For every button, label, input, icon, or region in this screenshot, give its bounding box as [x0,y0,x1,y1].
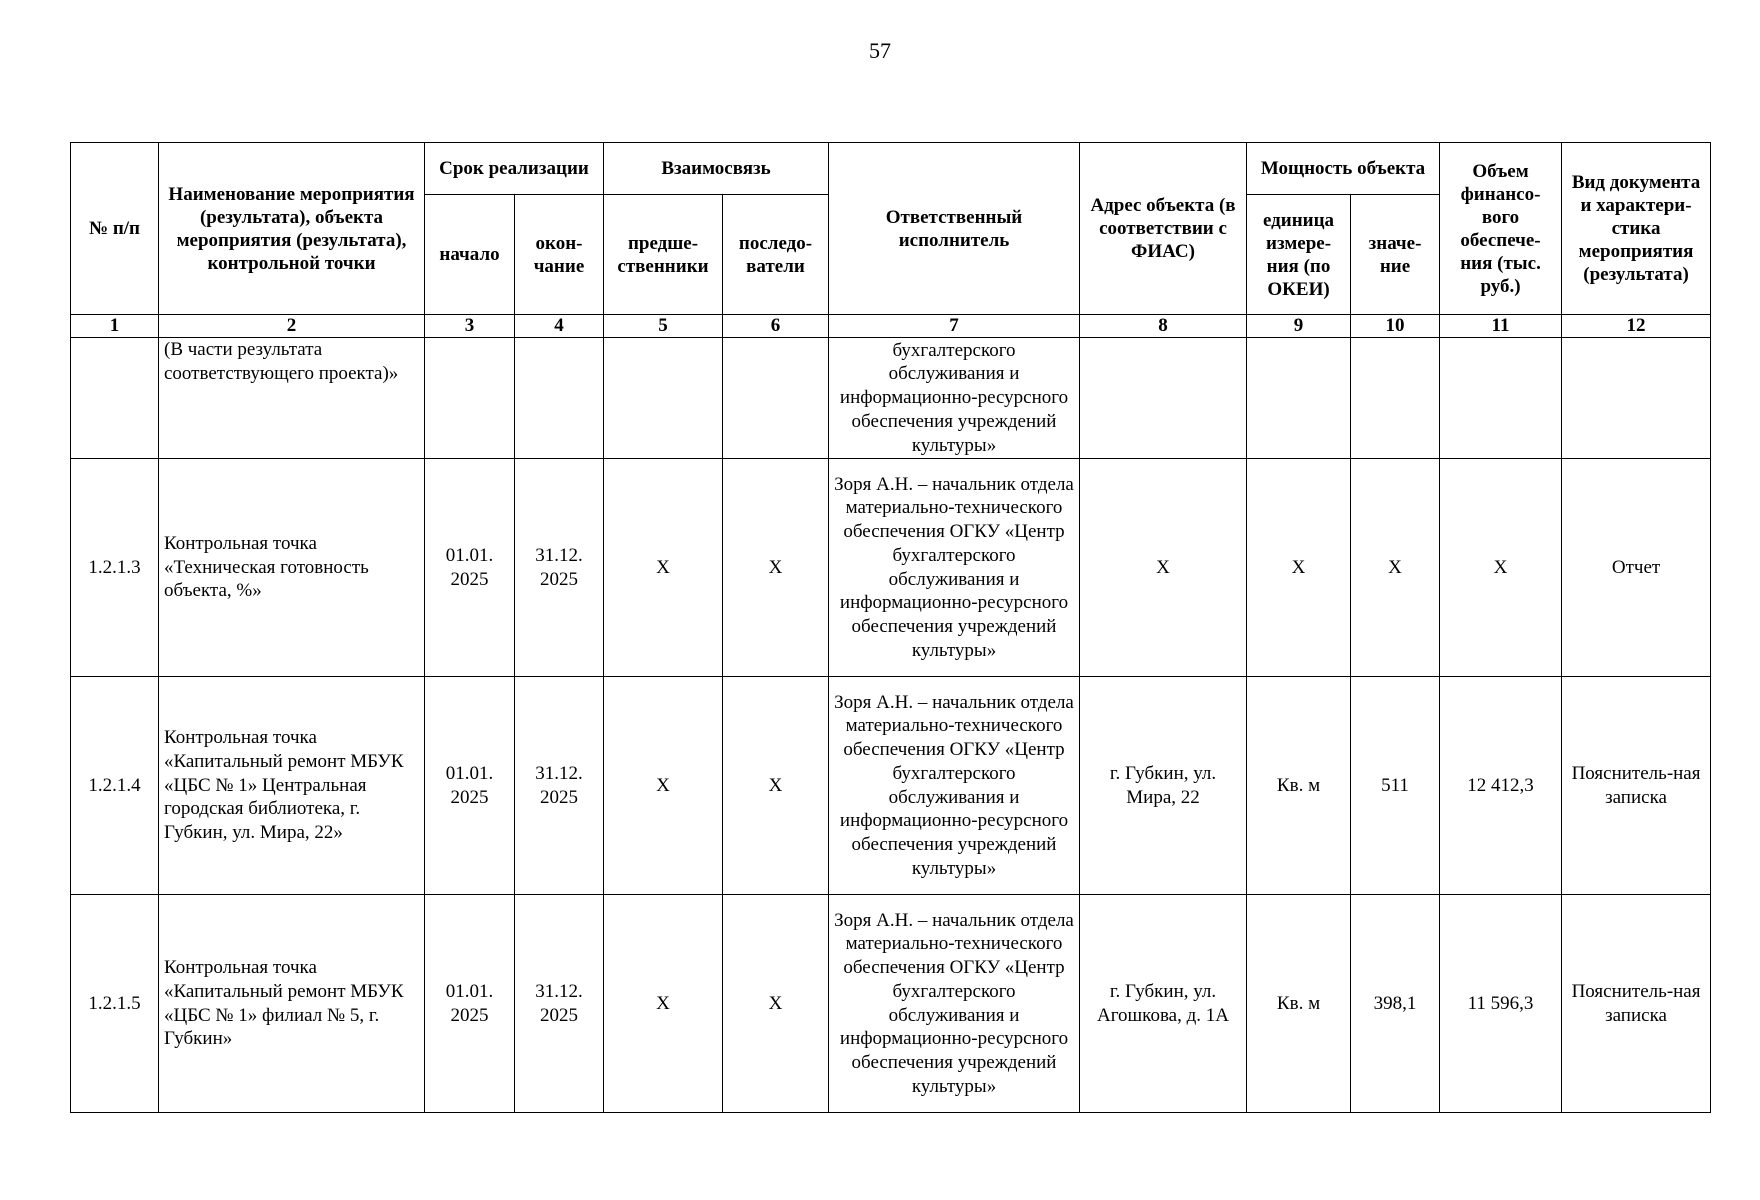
row-unit: Кв. м [1247,677,1351,895]
column-number-row [71,315,1711,338]
header-relation: Взаимосвязь [604,143,829,195]
column-number: 4 [515,315,604,338]
row-num: 1.2.1.4 [71,677,159,895]
row-finance: X [1440,459,1562,677]
row-num: 1.2.1.5 [71,895,159,1113]
row-executor: Зоря А.Н. – начальник отдела материально-технического обеспечения ОГКУ «Центр бухгалтерского обслуживания и информационно-ресурсного обеспечения учреждений культуры» [829,677,1080,895]
row-num: 1.2.1.3 [71,459,159,677]
row-name: Контрольная точка «Капитальный ремонт МБУК «ЦБС № 1» филиал № 5, г. Губкин» [159,895,425,1113]
row-start: 01.01. 2025 [425,895,515,1113]
table-row [71,677,1711,895]
row-next: X [723,895,829,1113]
header-finance: Объем финансо-вого обеспече-ния (тыс. руб.) [1440,143,1562,315]
column-number: 10 [1351,315,1440,338]
row-unit: X [1247,459,1351,677]
row-value: 511 [1351,677,1440,895]
header-row-1 [71,143,1711,195]
row-unit: Кв. м [1247,895,1351,1113]
row-doc: Отчет [1562,459,1711,677]
header-doc-type: Вид документа и характери-стика мероприятия (результата) [1562,143,1711,315]
header-capacity-unit: единица измере-ния (по ОКЕИ) [1247,195,1351,315]
table-row [71,338,1711,459]
header-address: Адрес объекта (в соответствии с ФИАС) [1080,143,1247,315]
row-executor: Зоря А.Н. – начальник отдела материально-технического обеспечения ОГКУ «Центр бухгалтерского обслуживания и информационно-ресурсного обеспечения учреждений культуры» [829,459,1080,677]
header-relation-prev: предше-ственники [604,195,723,315]
row-end: 31.12. 2025 [515,677,604,895]
row-executor: бухгалтерского обслуживания и информационно-ресурсного обеспечения учреждений культуры» [829,338,1080,459]
row-name: Контрольная точка «Техническая готовность объекта, %» [159,459,425,677]
row-start [425,338,515,459]
column-number: 1 [71,315,159,338]
row-doc: Пояснитель-ная записка [1562,677,1711,895]
row-end: 31.12. 2025 [515,895,604,1113]
row-start: 01.01. 2025 [425,459,515,677]
row-value: X [1351,459,1440,677]
row-doc: Пояснитель-ная записка [1562,895,1711,1113]
header-term: Срок реализации [425,143,604,195]
column-number: 5 [604,315,723,338]
column-number: 9 [1247,315,1351,338]
header-capacity: Мощность объекта [1247,143,1440,195]
row-doc [1562,338,1711,459]
header-num: № п/п [71,143,159,315]
plan-table [70,142,1711,1113]
row-unit [1247,338,1351,459]
row-name: (В части результата соответствующего проекта)» [159,338,425,459]
column-number: 2 [159,315,425,338]
row-start: 01.01. 2025 [425,677,515,895]
page-number: 57 [869,38,891,63]
row-num [71,338,159,459]
row-prev: X [604,677,723,895]
row-finance: 12 412,3 [1440,677,1562,895]
row-next [723,338,829,459]
column-number: 6 [723,315,829,338]
row-executor: Зоря А.Н. – начальник отдела материально-технического обеспечения ОГКУ «Центр бухгалтерского обслуживания и информационно-ресурсного обеспечения учреждений культуры» [829,895,1080,1113]
row-finance [1440,338,1562,459]
row-address: X [1080,459,1247,677]
column-number: 11 [1440,315,1562,338]
row-end [515,338,604,459]
row-value [1351,338,1440,459]
table-row [71,459,1711,677]
row-end: 31.12. 2025 [515,459,604,677]
row-prev: X [604,459,723,677]
column-number: 3 [425,315,515,338]
header-term-start: начало [425,195,515,315]
row-address [1080,338,1247,459]
row-value: 398,1 [1351,895,1440,1113]
row-address: г. Губкин, ул. Мира, 22 [1080,677,1247,895]
row-prev [604,338,723,459]
column-number: 8 [1080,315,1247,338]
row-next: X [723,459,829,677]
row-next: X [723,677,829,895]
header-term-end: окон-чание [515,195,604,315]
row-finance: 11 596,3 [1440,895,1562,1113]
table-row [71,895,1711,1113]
row-name: Контрольная точка «Капитальный ремонт МБУК «ЦБС № 1» Центральная городская библиотека, г. Губкин, ул. Мира, 22» [159,677,425,895]
row-prev: X [604,895,723,1113]
column-number: 12 [1562,315,1711,338]
header-name: Наименование мероприятия (результата), объекта мероприятия (результата), контрольной точки [159,143,425,315]
column-number: 7 [829,315,1080,338]
header-executor: Ответственный исполнитель [829,143,1080,315]
header-relation-next: последо-ватели [723,195,829,315]
row-address: г. Губкин, ул. Агошкова, д. 1А [1080,895,1247,1113]
header-capacity-value: значе-ние [1351,195,1440,315]
